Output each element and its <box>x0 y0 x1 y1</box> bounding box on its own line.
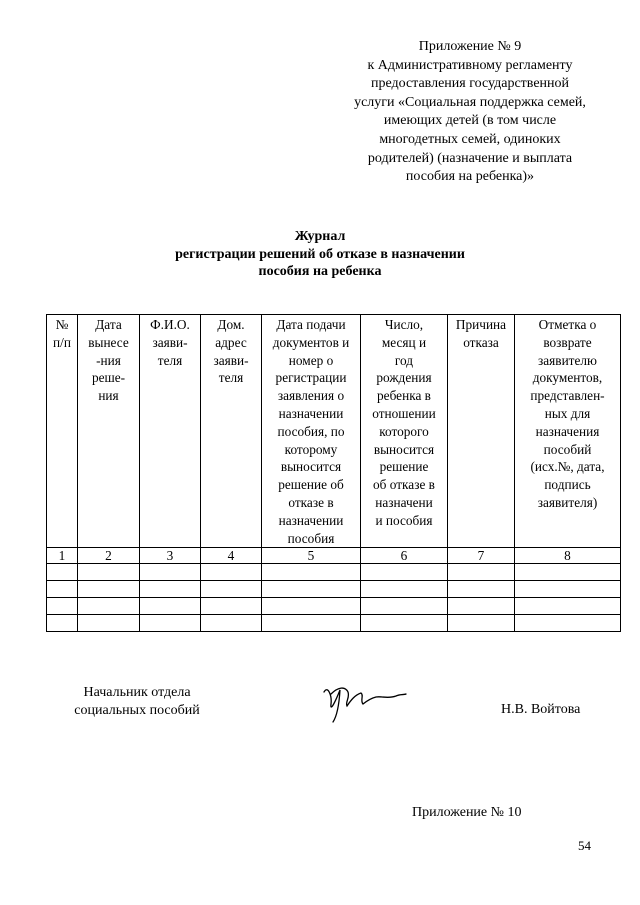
column-header-line: ребенка в <box>377 388 431 404</box>
column-header-line: № <box>55 317 69 332</box>
table-cell <box>140 581 201 598</box>
table-row <box>47 564 621 581</box>
table-cell <box>140 615 201 632</box>
title-line: пособия на ребенка <box>258 264 382 279</box>
column-number: 3 <box>140 548 201 564</box>
appendix-header <box>320 38 620 187</box>
column-header-line: пособия, по <box>277 423 345 439</box>
column-header <box>78 315 140 548</box>
column-header-line: теля <box>218 370 244 386</box>
column-header-line: об отказе в <box>373 477 435 493</box>
column-header-line: Число, <box>384 317 424 332</box>
next-appendix-label: Приложение № 10 <box>412 805 522 820</box>
appendix-line: к Административному регламенту <box>367 57 573 73</box>
appendix-line: Приложение № 9 <box>418 39 522 54</box>
column-header-line: (исх.№, дата, <box>530 459 605 475</box>
column-header-line: назначения <box>535 423 600 439</box>
column-header-line: реше- <box>91 370 126 386</box>
column-header-line: рождения <box>376 370 432 386</box>
column-header-line: назначении <box>278 512 344 528</box>
table-cell <box>47 598 78 615</box>
column-header-line: подпись <box>544 477 591 493</box>
table-cell <box>515 598 621 615</box>
column-header-line: возврате <box>543 334 592 350</box>
table-cell <box>262 564 361 581</box>
column-header-line: Дата подачи <box>276 317 346 332</box>
column-number: 2 <box>78 548 140 564</box>
column-header-line: отказе в <box>288 494 334 510</box>
table-cell <box>140 598 201 615</box>
column-header-line: назначении <box>278 405 344 421</box>
column-header-line: документов, <box>532 370 603 386</box>
column-header-line: Причина <box>455 317 507 332</box>
column-header-line: решение <box>379 459 429 475</box>
column-header-line: номер о <box>288 352 334 368</box>
appendix-line: многодетных семей, одиноких <box>379 131 561 147</box>
column-header-line: теля <box>157 352 183 368</box>
table-cell <box>201 615 262 632</box>
appendix-line: имеющих детей (в том числе <box>383 113 557 129</box>
table-cell <box>262 598 361 615</box>
table-cell <box>361 615 448 632</box>
column-number: 4 <box>201 548 262 564</box>
column-header <box>262 315 361 548</box>
column-header <box>47 315 78 548</box>
column-header-line: которому <box>284 441 338 457</box>
column-number: 6 <box>361 548 448 564</box>
column-header-line: и пособия <box>375 512 433 528</box>
table-cell <box>262 581 361 598</box>
appendix-line: услуги «Социальная поддержка семей, <box>354 94 586 110</box>
table-cell <box>448 581 515 598</box>
column-header-line: год <box>394 352 414 368</box>
column-header-line: заявления о <box>277 388 345 404</box>
title-line: Журнал <box>294 229 346 244</box>
page-number: 54 <box>578 838 591 853</box>
table-cell <box>515 581 621 598</box>
column-header-line: месяц и <box>381 334 427 350</box>
table-cell <box>448 564 515 581</box>
column-number-row <box>47 548 621 564</box>
table-cell <box>448 615 515 632</box>
table-cell <box>361 598 448 615</box>
journal-table <box>46 314 621 632</box>
column-header-line: ных для <box>544 405 591 421</box>
signer-position-line: Начальник отдела <box>83 685 191 700</box>
column-header-line: адрес <box>215 334 247 350</box>
column-header-line: пособия <box>287 530 335 546</box>
table-cell <box>47 581 78 598</box>
column-header-line: документов и <box>272 334 350 350</box>
table-header-row <box>47 315 621 548</box>
table-cell <box>515 564 621 581</box>
signer-position <box>62 684 212 720</box>
column-header <box>448 315 515 548</box>
column-header-line: -ния <box>96 352 121 368</box>
table-cell <box>515 615 621 632</box>
column-header-line: заяви- <box>213 352 249 368</box>
column-header-line: регистрации <box>275 370 347 386</box>
table-cell <box>78 615 140 632</box>
signer-name: Н.В. Войтова <box>501 702 581 717</box>
table-cell <box>78 564 140 581</box>
column-number: 1 <box>47 548 78 564</box>
column-header-line: выносится <box>280 459 342 475</box>
table-cell <box>201 581 262 598</box>
column-header-line: Дата <box>95 317 122 332</box>
column-header-line: ния <box>98 388 119 404</box>
table-cell <box>47 615 78 632</box>
appendix-line: родителей) (назначение и выплата <box>367 150 573 166</box>
appendix-line: предоставления государственной <box>370 76 570 92</box>
document-title <box>140 228 500 281</box>
table-cell <box>140 564 201 581</box>
column-header-line: заявителя) <box>537 494 598 510</box>
table-row <box>47 598 621 615</box>
column-header-line: решение об <box>278 477 344 493</box>
table-cell <box>201 598 262 615</box>
column-header-line: Ф.И.О. <box>150 317 190 332</box>
column-header-line: вынесе <box>88 334 129 350</box>
column-number: 8 <box>515 548 621 564</box>
table-row <box>47 615 621 632</box>
column-header-line: п/п <box>53 334 71 350</box>
table-cell <box>361 581 448 598</box>
appendix-line: пособия на ребенка)» <box>405 169 535 185</box>
column-header-line: Дом. <box>217 317 245 332</box>
table-row <box>47 581 621 598</box>
table-cell <box>47 564 78 581</box>
title-line: регистрации решений об отказе в назначении <box>175 246 465 262</box>
table-cell <box>78 581 140 598</box>
column-number: 5 <box>262 548 361 564</box>
table-cell <box>201 564 262 581</box>
column-header-line: отношении <box>372 405 436 421</box>
handwritten-signature <box>318 680 408 724</box>
column-number: 7 <box>448 548 515 564</box>
column-header-line: которого <box>379 423 429 439</box>
table-cell <box>262 615 361 632</box>
table-cell <box>361 564 448 581</box>
table-cell <box>78 598 140 615</box>
column-header-line: выносится <box>373 441 435 457</box>
table-cell <box>448 598 515 615</box>
column-header-line: назначени <box>375 494 433 510</box>
signer-position-line: социальных пособий <box>74 703 200 718</box>
column-header-line: представлен- <box>530 388 605 404</box>
column-header-line: пособий <box>543 441 592 457</box>
column-header-line: заяви- <box>152 334 188 350</box>
column-header-line: Отметка о <box>538 317 597 332</box>
column-header-line: отказа <box>463 334 499 350</box>
column-header <box>201 315 262 548</box>
column-header <box>361 315 448 548</box>
column-header <box>515 315 621 548</box>
column-header <box>140 315 201 548</box>
column-header-line: заявителю <box>538 352 597 368</box>
